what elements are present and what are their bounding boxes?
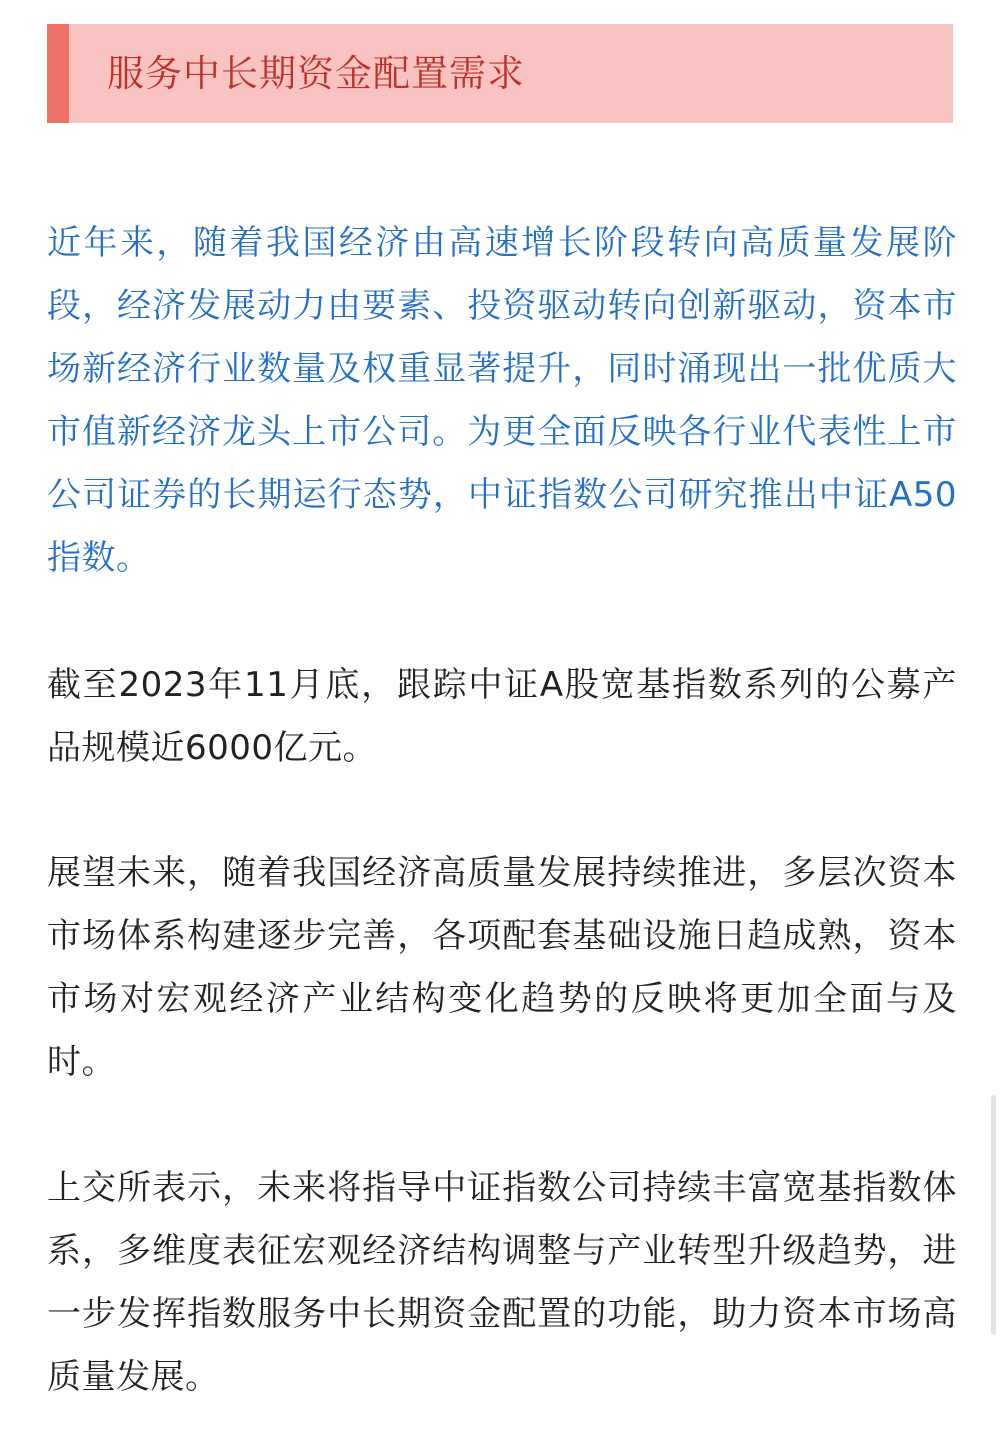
scrollbar[interactable] (991, 1095, 996, 1335)
section-header (47, 24, 953, 123)
fund-scale-paragraph: 截至2023年11月底，跟踪中证A股宽基指数系列的公募产品规模近6000亿元。 (47, 665, 957, 768)
section-title: 服务中长期资金配置需求 (107, 52, 525, 95)
intro-paragraph: 近年来，随着我国经济由高速增长阶段转向高质量发展阶段，经济发展动力由要素、投资驱动转向创新驱动，资本市场新经济行业数量及权重显著提升，同时涌现出一批优质大市值新经济龙头上市公司。为更全面反映各行业代表性上市公司证券的长期运行态势，中证指数公司研究推出中证A50指数。 (47, 223, 957, 578)
section-accent-bar (47, 24, 69, 123)
outlook-paragraph: 展望未来，随着我国经济高质量发展持续推进，多层次资本市场体系构建逐步完善，各项配套基础设施日趋成熟，资本市场对宏观经济产业结构变化趋势的反映将更加全面与及时。 (47, 853, 957, 1082)
sse-statement-paragraph: 上交所表示，未来将指导中证指数公司持续丰富宽基指数体系，多维度表征宏观经济结构调整与产业转型升级趋势，进一步发挥指数服务中长期资金配置的功能，助力资本市场高质量发展。 (47, 1168, 957, 1397)
